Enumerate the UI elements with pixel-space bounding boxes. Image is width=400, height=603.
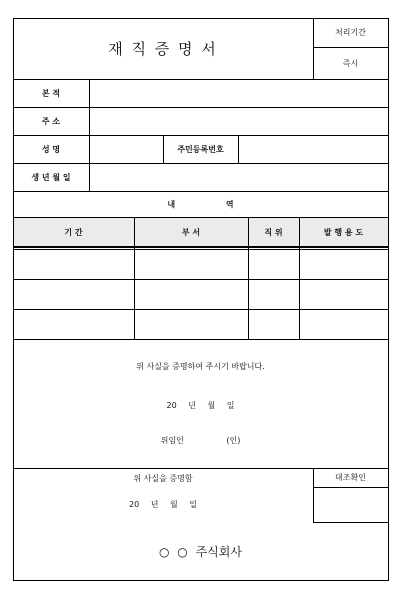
table-cell[interactable] [135,280,248,309]
header-purpose: 발 행 용 도 [323,227,364,237]
birthdate-field[interactable] [90,164,388,191]
domicile-field[interactable] [90,80,388,107]
domicile-label: 본 적 [41,88,61,98]
compare-stamp-box[interactable] [314,488,388,522]
address-field[interactable] [90,108,388,135]
table-cell[interactable] [300,310,388,339]
header-period: 기 간 [64,227,83,237]
compare-box-bottom [313,522,388,523]
certification-date: 20 년 월 일 [166,400,235,410]
table-cell[interactable] [300,280,388,309]
delegate-line: 위임인 (인) [160,435,241,445]
table-cell[interactable] [135,251,248,279]
table-cell[interactable] [14,310,134,339]
table-cell[interactable] [14,280,134,309]
header-position: 직 위 [264,227,283,237]
compare-label: 대조확인 [335,473,366,482]
company-date: 20 년 월 일 [129,499,197,509]
processing-period-value: 즉시 [342,58,359,68]
frame-bottom [13,580,389,581]
table-cell[interactable] [249,310,299,339]
table-cell[interactable] [135,310,248,339]
certification-statement: 위 사실을 증명하여 주시기 바랍니다. [136,361,265,371]
details-section-title: 내 역 [167,199,234,209]
document-title: 재 직 증 명 서 [108,40,218,58]
table-cell[interactable] [300,251,388,279]
header-double-line [13,246,389,248]
resident-number-label: 주민등록번호 [177,144,224,154]
table-cell[interactable] [249,280,299,309]
name-label: 성 명 [41,144,61,154]
company-name: ○ ○ 주식회사 [159,544,242,559]
company-statement: 위 사실을 증명함 [133,473,193,483]
table-cell[interactable] [249,251,299,279]
birthdate-label: 생 년 월 일 [31,172,71,182]
header-department: 부 서 [181,227,201,237]
row-line [13,339,389,340]
header-double-line [13,249,389,250]
address-label: 주 소 [41,116,61,126]
table-cell[interactable] [14,251,134,279]
name-field[interactable] [90,136,163,163]
frame-right [388,18,389,581]
processing-period-label: 처리기간 [335,28,366,37]
resident-number-field[interactable] [239,136,388,163]
